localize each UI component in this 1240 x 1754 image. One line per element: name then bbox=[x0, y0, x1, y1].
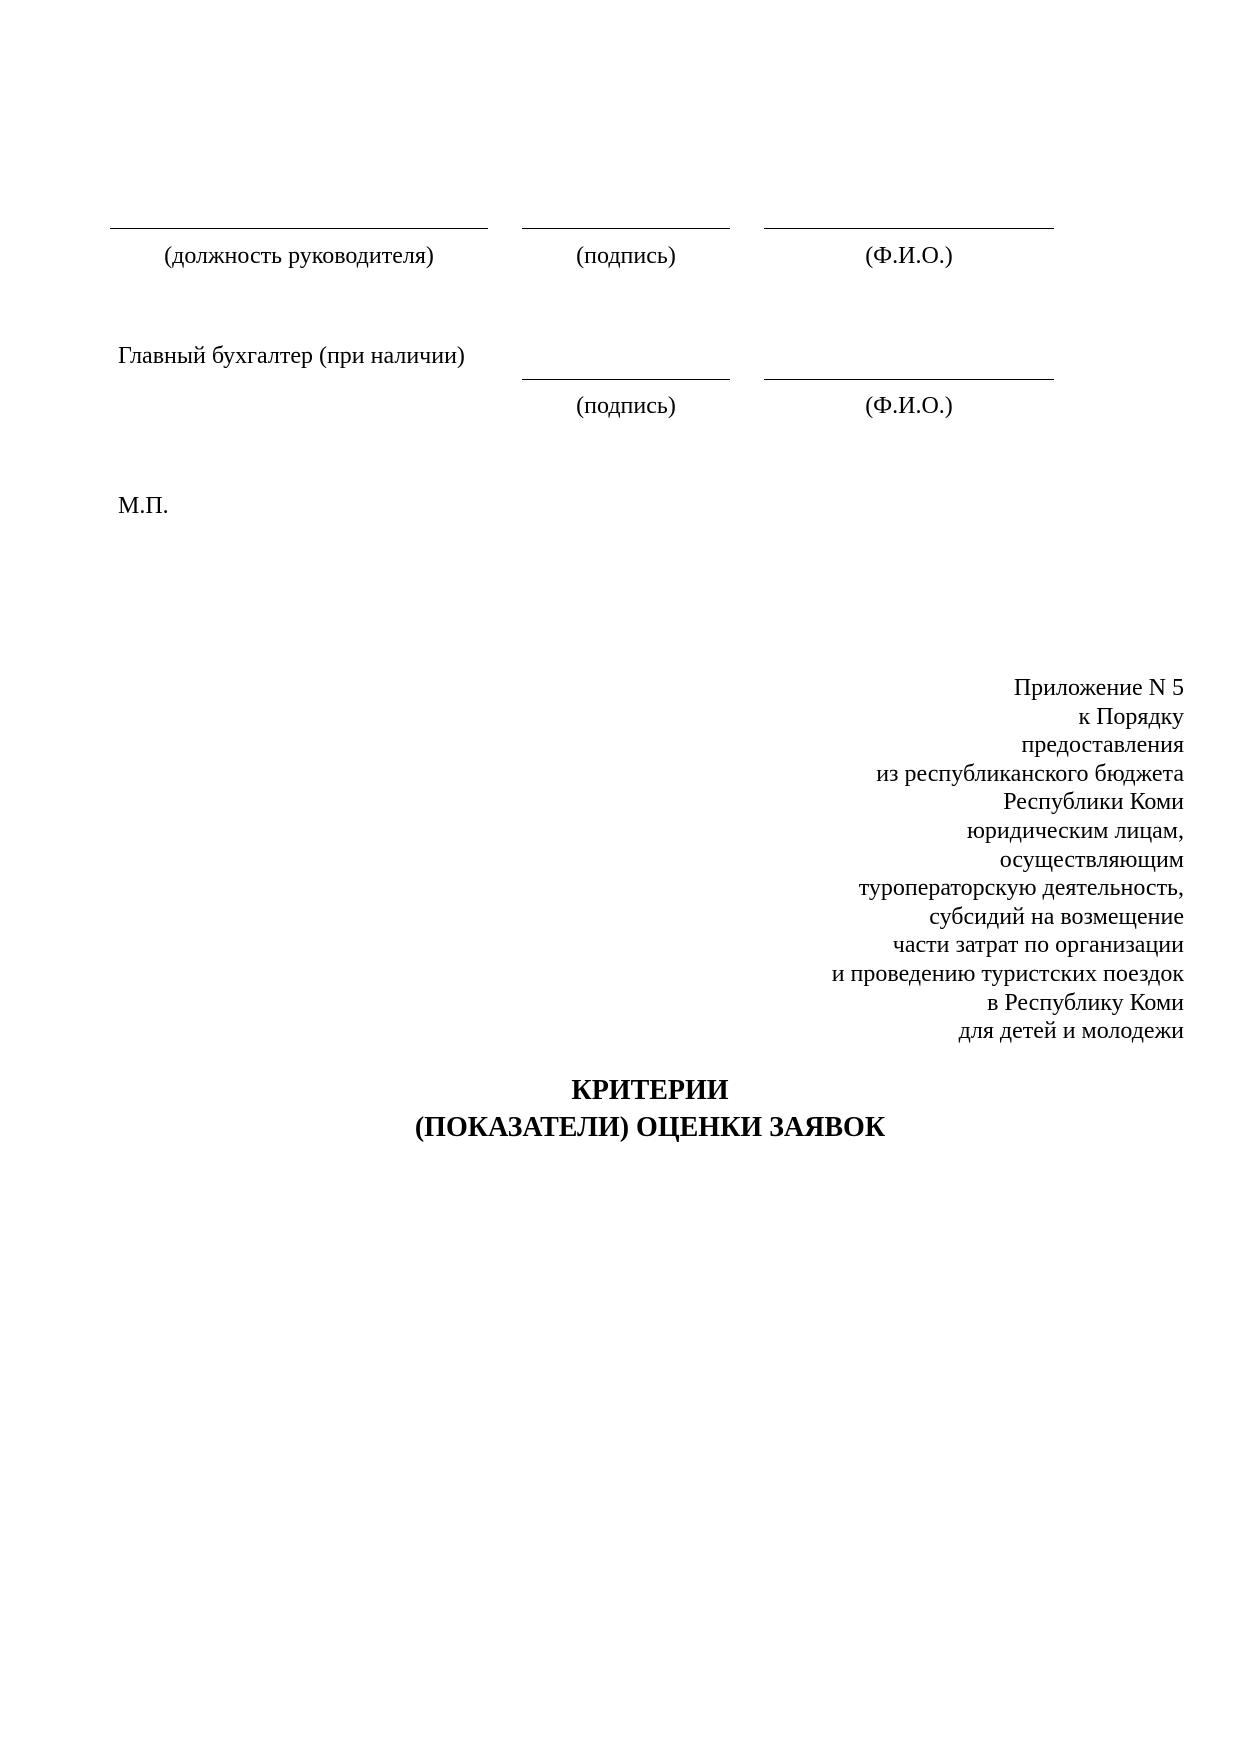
appendix-line: для детей и молодежи bbox=[958, 1018, 1184, 1045]
appendix-line: из республиканского бюджета bbox=[876, 760, 1184, 787]
appendix-line: Приложение N 5 bbox=[1013, 675, 1184, 701]
appendix-line: предоставления bbox=[1021, 732, 1184, 759]
head-position-caption: (должность руководителя) bbox=[164, 243, 434, 269]
document-title-line-1: КРИТЕРИИ bbox=[571, 1075, 729, 1106]
head-signature-line bbox=[522, 228, 730, 229]
head-name-caption: (Ф.И.О.) bbox=[865, 243, 953, 269]
appendix-line: Республики Коми bbox=[1003, 789, 1184, 816]
document-title-line-2: (ПОКАЗАТЕЛИ) ОЦЕНКИ ЗАЯВОК bbox=[414, 1112, 886, 1143]
head-position-line bbox=[110, 228, 488, 229]
appendix-line: юридическим лицам, bbox=[967, 817, 1184, 844]
accountant-name-line bbox=[764, 379, 1054, 380]
document-title bbox=[0, 1072, 1240, 1146]
appendix-line: к Порядку bbox=[1078, 703, 1184, 730]
appendix-line: туроператорскую деятельность, bbox=[858, 875, 1184, 902]
appendix-line: субсидий на возмещение bbox=[929, 903, 1184, 930]
appendix-line: в Республику Коми bbox=[987, 989, 1184, 1016]
accountant-signature-caption: (подпись) bbox=[576, 393, 676, 419]
chief-accountant-label: Главный бухгалтер (при наличии) bbox=[118, 343, 465, 369]
accountant-signature-line bbox=[522, 379, 730, 380]
accountant-name-caption: (Ф.И.О.) bbox=[865, 393, 953, 419]
head-signature-caption: (подпись) bbox=[576, 243, 676, 269]
appendix-line: части затрат по организации bbox=[892, 932, 1184, 959]
appendix-line: осуществляющим bbox=[999, 846, 1184, 873]
stamp-place: М.П. bbox=[118, 493, 169, 519]
head-name-line bbox=[764, 228, 1054, 229]
appendix-header bbox=[684, 674, 1184, 1046]
appendix-line: и проведению туристских поездок bbox=[831, 960, 1184, 987]
